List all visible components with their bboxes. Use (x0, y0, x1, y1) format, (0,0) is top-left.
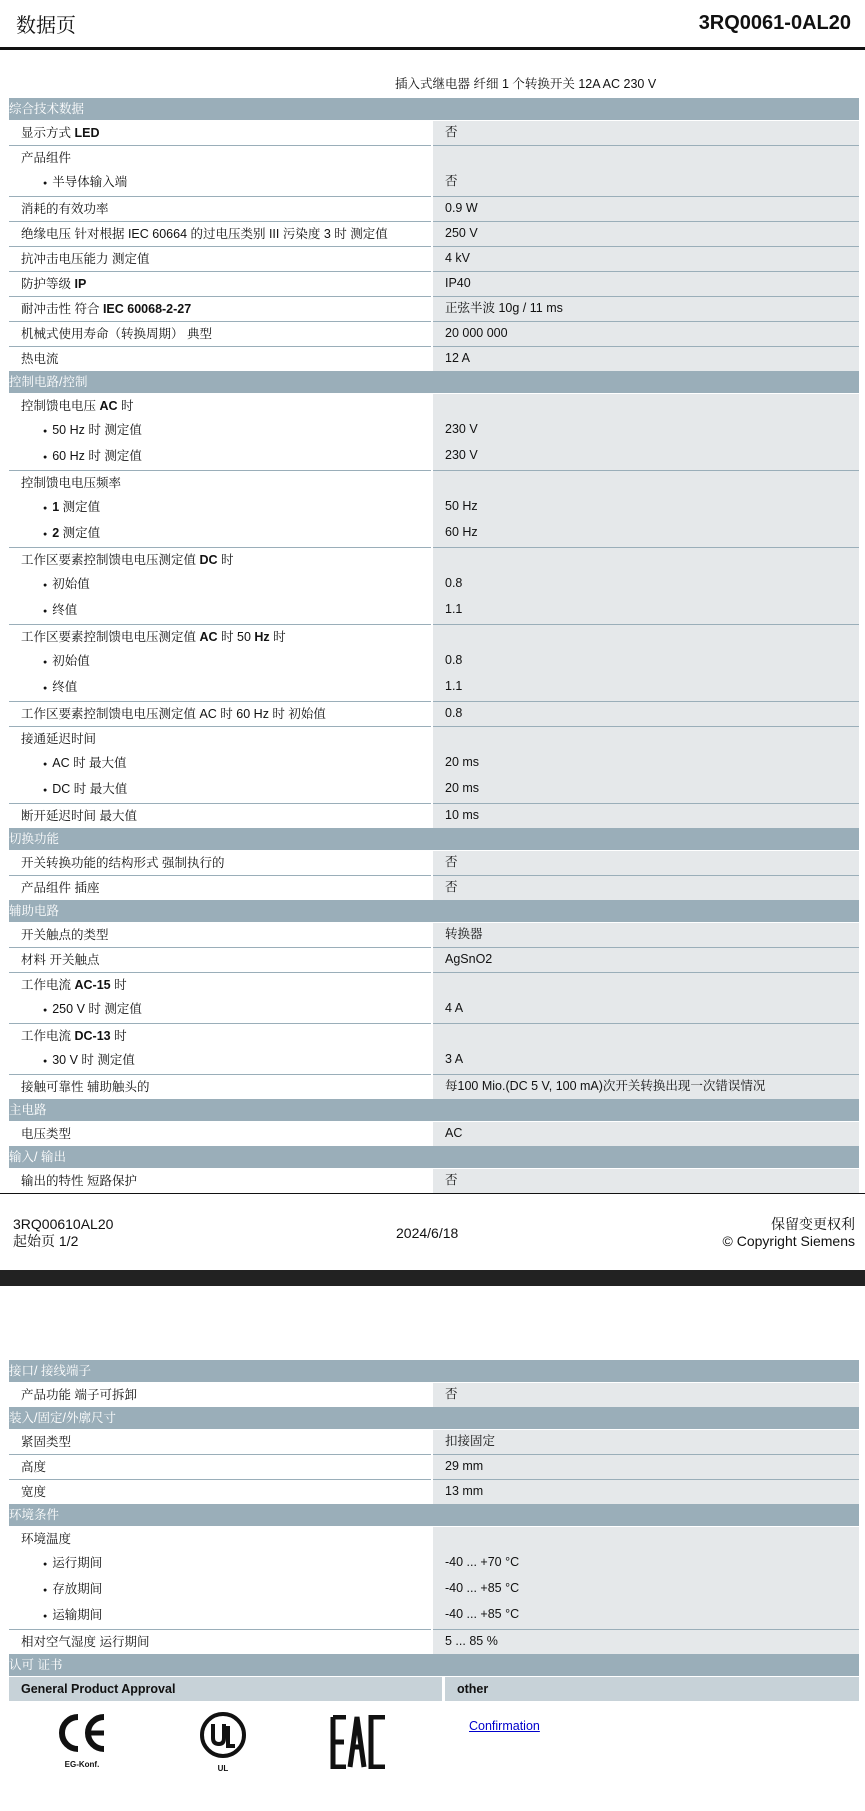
spec-subrow (9, 521, 859, 548)
section-header (9, 1654, 859, 1677)
spec-value: 20 ms (432, 751, 859, 777)
spec-label (9, 548, 432, 573)
spec-label-text: 环境温度 (21, 1532, 72, 1546)
spec-subrow (9, 495, 859, 521)
spec-label-text: ● 运输期间 (43, 1608, 102, 1622)
spec-value: 否 (432, 851, 859, 876)
spec-label (9, 418, 432, 444)
spec-subrow (9, 1551, 859, 1577)
spec-subrow (9, 1603, 859, 1630)
spec-label-text: 抗冲击电压能力 测定值 (21, 252, 150, 266)
spec-label (9, 1630, 432, 1655)
spec-label-text: ● 初始值 (43, 577, 90, 591)
spec-label (9, 777, 432, 804)
spec-label-text: 热电流 (21, 352, 59, 366)
spec-label-text: 工作区要素控制馈电电压测定值 DC 时 (21, 553, 234, 567)
spec-label (9, 247, 432, 272)
spec-label (9, 394, 432, 419)
spec-value: 4 A (432, 997, 859, 1024)
spec-label-text: ● 半导体输入端 (43, 175, 127, 189)
footer-copyright: © Copyright Siemens (722, 1233, 855, 1249)
spec-label-text: 相对空气湿度 运行期间 (21, 1635, 150, 1649)
footer-rights: 保留变更权利 (771, 1216, 855, 1232)
section-title: 接口/ 接线端子 (9, 1360, 859, 1383)
spec-value: 250 V (432, 222, 859, 247)
spec-label (9, 702, 432, 727)
spec-label (9, 1527, 432, 1552)
spec-value: 20 000 000 (432, 322, 859, 347)
spec-subrow (9, 598, 859, 625)
spec-label-text: ● 30 V 时 测定值 (43, 1053, 135, 1067)
section-title: 控制电路/控制 (9, 371, 859, 394)
ce-caption: EG-Konf. (64, 1760, 100, 1769)
section-header (9, 371, 859, 394)
spec-label (9, 751, 432, 777)
spec-value: -40 ... +85 °C (432, 1577, 859, 1603)
spec-value: 3 A (432, 1048, 859, 1075)
product-description: 插入式继电器 纤细 1 个转换开关 12A AC 230 V (395, 77, 657, 91)
spec-subrow (9, 751, 859, 777)
spec-value (432, 394, 859, 419)
ul-mark-icon (198, 1711, 248, 1759)
spec-value: 50 Hz (432, 495, 859, 521)
spec-value: 0.9 W (432, 197, 859, 222)
spec-label (9, 948, 432, 973)
spec-value: 29 mm (432, 1455, 859, 1480)
eac-mark-icon (330, 1715, 390, 1769)
spec-row (9, 197, 859, 222)
section-header (9, 900, 859, 923)
spec-label (9, 170, 432, 197)
spec-label (9, 572, 432, 598)
spec-value: 230 V (432, 418, 859, 444)
spec-label-text: 开关触点的类型 (21, 928, 109, 942)
spec-subrow (9, 1577, 859, 1603)
spec-value: 10 ms (432, 804, 859, 829)
spec-label (9, 444, 432, 471)
section-title: 输入/ 输出 (9, 1146, 859, 1169)
spec-label (9, 649, 432, 675)
spec-row (9, 948, 859, 973)
spec-label (9, 727, 432, 752)
page-header (0, 0, 865, 50)
section-title: 主电路 (9, 1099, 859, 1122)
spec-label (9, 598, 432, 625)
ul-logo (196, 1711, 250, 1773)
spec-value: -40 ... +85 °C (432, 1603, 859, 1630)
section-title: 认可 证书 (9, 1654, 859, 1677)
spec-value: 12 A (432, 347, 859, 372)
section-header (9, 1099, 859, 1122)
spec-label (9, 1577, 432, 1603)
spec-label-text: 产品组件 插座 (21, 881, 100, 895)
spec-row (9, 804, 859, 829)
spec-value (432, 471, 859, 496)
spec-subrow (9, 1048, 859, 1075)
spec-label-text: 消耗的有效功率 (21, 202, 109, 216)
spec-label-text: 接触可靠性 辅助触头的 (21, 1080, 150, 1094)
section-title: 切换功能 (9, 828, 859, 851)
spec-label-text: 紧固类型 (21, 1435, 72, 1449)
spec-row (9, 297, 859, 322)
spec-value: AgSnO2 (432, 948, 859, 973)
spec-label-text: ● AC 时 最大值 (43, 756, 127, 770)
spec-label (9, 297, 432, 322)
spec-value: AC (432, 1122, 859, 1147)
spec-row (9, 247, 859, 272)
spec-value (432, 1024, 859, 1049)
spec-label-text: 开关转换功能的结构形式 强制执行的 (21, 856, 225, 870)
spec-row (9, 1480, 859, 1505)
spec-row (9, 121, 859, 146)
spec-label-text: 产品功能 端子可拆卸 (21, 1388, 137, 1402)
spec-label-text: ● 2 测定值 (43, 526, 100, 540)
spec-value: 0.8 (432, 649, 859, 675)
spec-label-text: 高度 (21, 1460, 47, 1474)
spec-label (9, 1024, 432, 1049)
spec-label (9, 471, 432, 496)
spec-label-text: 耐冲击性 符合 IEC 60068-2-27 (21, 302, 192, 316)
spec-label-text: 显示方式 LED (21, 126, 100, 140)
spec-subrow (9, 572, 859, 598)
spec-subrow (9, 418, 859, 444)
spec-row (9, 1527, 859, 1552)
approval-logos (0, 1701, 865, 1811)
spec-label-text: 产品组件 (21, 151, 72, 165)
spec-row (9, 394, 859, 419)
spec-label (9, 1430, 432, 1455)
footer-page-number: 起始页 1/2 (13, 1233, 79, 1249)
spec-value: 扣接固定 (432, 1430, 859, 1455)
product-code: 3RQ0061-0AL20 (698, 12, 851, 34)
spec-row (9, 973, 859, 998)
spec-value (432, 1527, 859, 1552)
spec-label-text: 电压类型 (21, 1127, 72, 1141)
spec-label-text: ● 60 Hz 时 测定值 (43, 449, 142, 463)
ul-caption: UL (217, 1764, 229, 1773)
spec-label (9, 876, 432, 901)
section-header (9, 98, 859, 121)
spec-value (432, 146, 859, 171)
section-header (9, 1146, 859, 1169)
spec-subrow (9, 777, 859, 804)
spec-label-text: ● 终值 (43, 680, 77, 694)
page-footer (0, 1193, 865, 1270)
eac-logo (330, 1715, 390, 1774)
spec-row (9, 1122, 859, 1147)
section-title: 环境条件 (9, 1504, 859, 1527)
spec-label-text: 控制馈电电压 AC 时 (21, 399, 134, 413)
spec-label-text: ● 存放期间 (43, 1582, 102, 1596)
spec-row (9, 1630, 859, 1655)
spec-row (9, 322, 859, 347)
spec-table-page1 (9, 98, 859, 1193)
section-title: 装入/固定/外廓尺寸 (9, 1407, 859, 1430)
spec-label (9, 973, 432, 998)
spec-row (9, 146, 859, 171)
spec-label (9, 1455, 432, 1480)
spec-label (9, 495, 432, 521)
section-header (9, 828, 859, 851)
spec-label-text: ● 运行期间 (43, 1556, 102, 1570)
spec-label (9, 675, 432, 702)
spec-row (9, 1383, 859, 1408)
spec-label-text: 防护等级 IP (21, 277, 87, 291)
spec-label (9, 1122, 432, 1147)
spec-value: 4 kV (432, 247, 859, 272)
spec-row (9, 1430, 859, 1455)
spec-row (9, 347, 859, 372)
spec-value: 每100 Mio.(DC 5 V, 100 mA)次开关转换出现一次错误情况 (432, 1075, 859, 1100)
spec-value: 230 V (432, 444, 859, 471)
other-approval-header: other (444, 1677, 860, 1701)
spec-value (432, 727, 859, 752)
section-title: 辅助电路 (9, 900, 859, 923)
spec-label (9, 1169, 432, 1194)
spec-subrow (9, 170, 859, 197)
spec-label (9, 521, 432, 548)
spec-label-text: ● 终值 (43, 603, 77, 617)
spec-value: 否 (432, 121, 859, 146)
spec-label (9, 121, 432, 146)
spec-label (9, 1480, 432, 1505)
spec-row (9, 876, 859, 901)
spec-label-text: 绝缘电压 针对根据 IEC 60664 的过电压类别 III 污染度 3 时 测定值 (21, 227, 388, 241)
spec-row (9, 851, 859, 876)
spec-label-text: 工作电流 AC-15 时 (21, 978, 127, 992)
spec-value: 正弦半波 10g / 11 ms (432, 297, 859, 322)
spec-value: 1.1 (432, 675, 859, 702)
spec-label (9, 197, 432, 222)
spec-label (9, 1048, 432, 1075)
spec-value: 否 (432, 876, 859, 901)
spec-label (9, 322, 432, 347)
spec-label (9, 625, 432, 650)
spec-label (9, 222, 432, 247)
confirmation-link[interactable]: Confirmation (469, 1719, 540, 1733)
spec-label (9, 272, 432, 297)
spec-label-text: ● 50 Hz 时 测定值 (43, 423, 142, 437)
section-header (9, 1407, 859, 1430)
spec-row (9, 548, 859, 573)
spec-label (9, 347, 432, 372)
section-header (9, 1360, 859, 1383)
spec-row (9, 471, 859, 496)
spec-label-text: ● 250 V 时 测定值 (43, 1002, 142, 1016)
approval-table (9, 1677, 859, 1701)
spec-subrow (9, 675, 859, 702)
spec-row (9, 702, 859, 727)
general-approval-header: General Product Approval (9, 1677, 444, 1701)
spec-row (9, 222, 859, 247)
spec-label (9, 1075, 432, 1100)
spec-row (9, 625, 859, 650)
spec-label-text: 工作区要素控制馈电电压测定值 AC 时 50 Hz 时 (21, 630, 286, 644)
spec-label-text: 输出的特性 短路保护 (21, 1174, 137, 1188)
spec-value: 转换器 (432, 923, 859, 948)
spec-subrow (9, 444, 859, 471)
spec-value: 5 ... 85 % (432, 1630, 859, 1655)
spec-label-text: 控制馈电电压频率 (21, 476, 122, 490)
spec-label (9, 997, 432, 1024)
spec-label (9, 804, 432, 829)
spec-label (9, 851, 432, 876)
page-title: 数据页 (16, 15, 76, 37)
ce-mark-icon (54, 1711, 110, 1755)
spec-label (9, 1383, 432, 1408)
spec-label-text: 工作区要素控制馈电电压测定值 AC 时 60 Hz 时 初始值 (21, 707, 326, 721)
footer-date: 2024/6/18 (396, 1225, 459, 1241)
spec-label-text: 材料 开关触点 (21, 953, 100, 967)
spec-label-text: ● DC 时 最大值 (43, 782, 127, 796)
spec-value: 否 (432, 170, 859, 197)
spec-value: 1.1 (432, 598, 859, 625)
spec-subrow (9, 997, 859, 1024)
spec-value: 13 mm (432, 1480, 859, 1505)
spec-subrow (9, 649, 859, 675)
ce-logo (50, 1711, 114, 1769)
spec-value: 否 (432, 1383, 859, 1408)
spec-row (9, 923, 859, 948)
spec-label-text: 机械式使用寿命（转换周期） 典型 (21, 327, 212, 341)
spec-label (9, 146, 432, 171)
spec-value (432, 548, 859, 573)
footer-code: 3RQ00610AL20 (13, 1216, 114, 1232)
section-title: 综合技术数据 (9, 98, 859, 121)
spec-label (9, 1603, 432, 1630)
spec-label-text: 断开延迟时间 最大值 (21, 809, 137, 823)
section-header (9, 1504, 859, 1527)
spec-value (432, 973, 859, 998)
spec-value: 60 Hz (432, 521, 859, 548)
spec-label (9, 1551, 432, 1577)
spec-value: -40 ... +70 °C (432, 1551, 859, 1577)
spec-value: 否 (432, 1169, 859, 1194)
spec-label-text: 宽度 (21, 1485, 47, 1499)
spec-row (9, 272, 859, 297)
spec-row (9, 1455, 859, 1480)
spec-label-text: 接通延迟时间 (21, 732, 97, 746)
spec-row (9, 1024, 859, 1049)
spec-value: 0.8 (432, 702, 859, 727)
page-separator (0, 1270, 865, 1286)
spec-value: 0.8 (432, 572, 859, 598)
spec-row (9, 1169, 859, 1194)
spec-table-page2 (9, 1360, 859, 1677)
spec-label-text: ● 1 测定值 (43, 500, 100, 514)
spec-row (9, 727, 859, 752)
spec-label (9, 923, 432, 948)
spec-value: IP40 (432, 272, 859, 297)
spec-label-text: ● 初始值 (43, 654, 90, 668)
spec-row (9, 1075, 859, 1100)
spec-value (432, 625, 859, 650)
spec-label-text: 工作电流 DC-13 时 (21, 1029, 127, 1043)
spec-value: 20 ms (432, 777, 859, 804)
